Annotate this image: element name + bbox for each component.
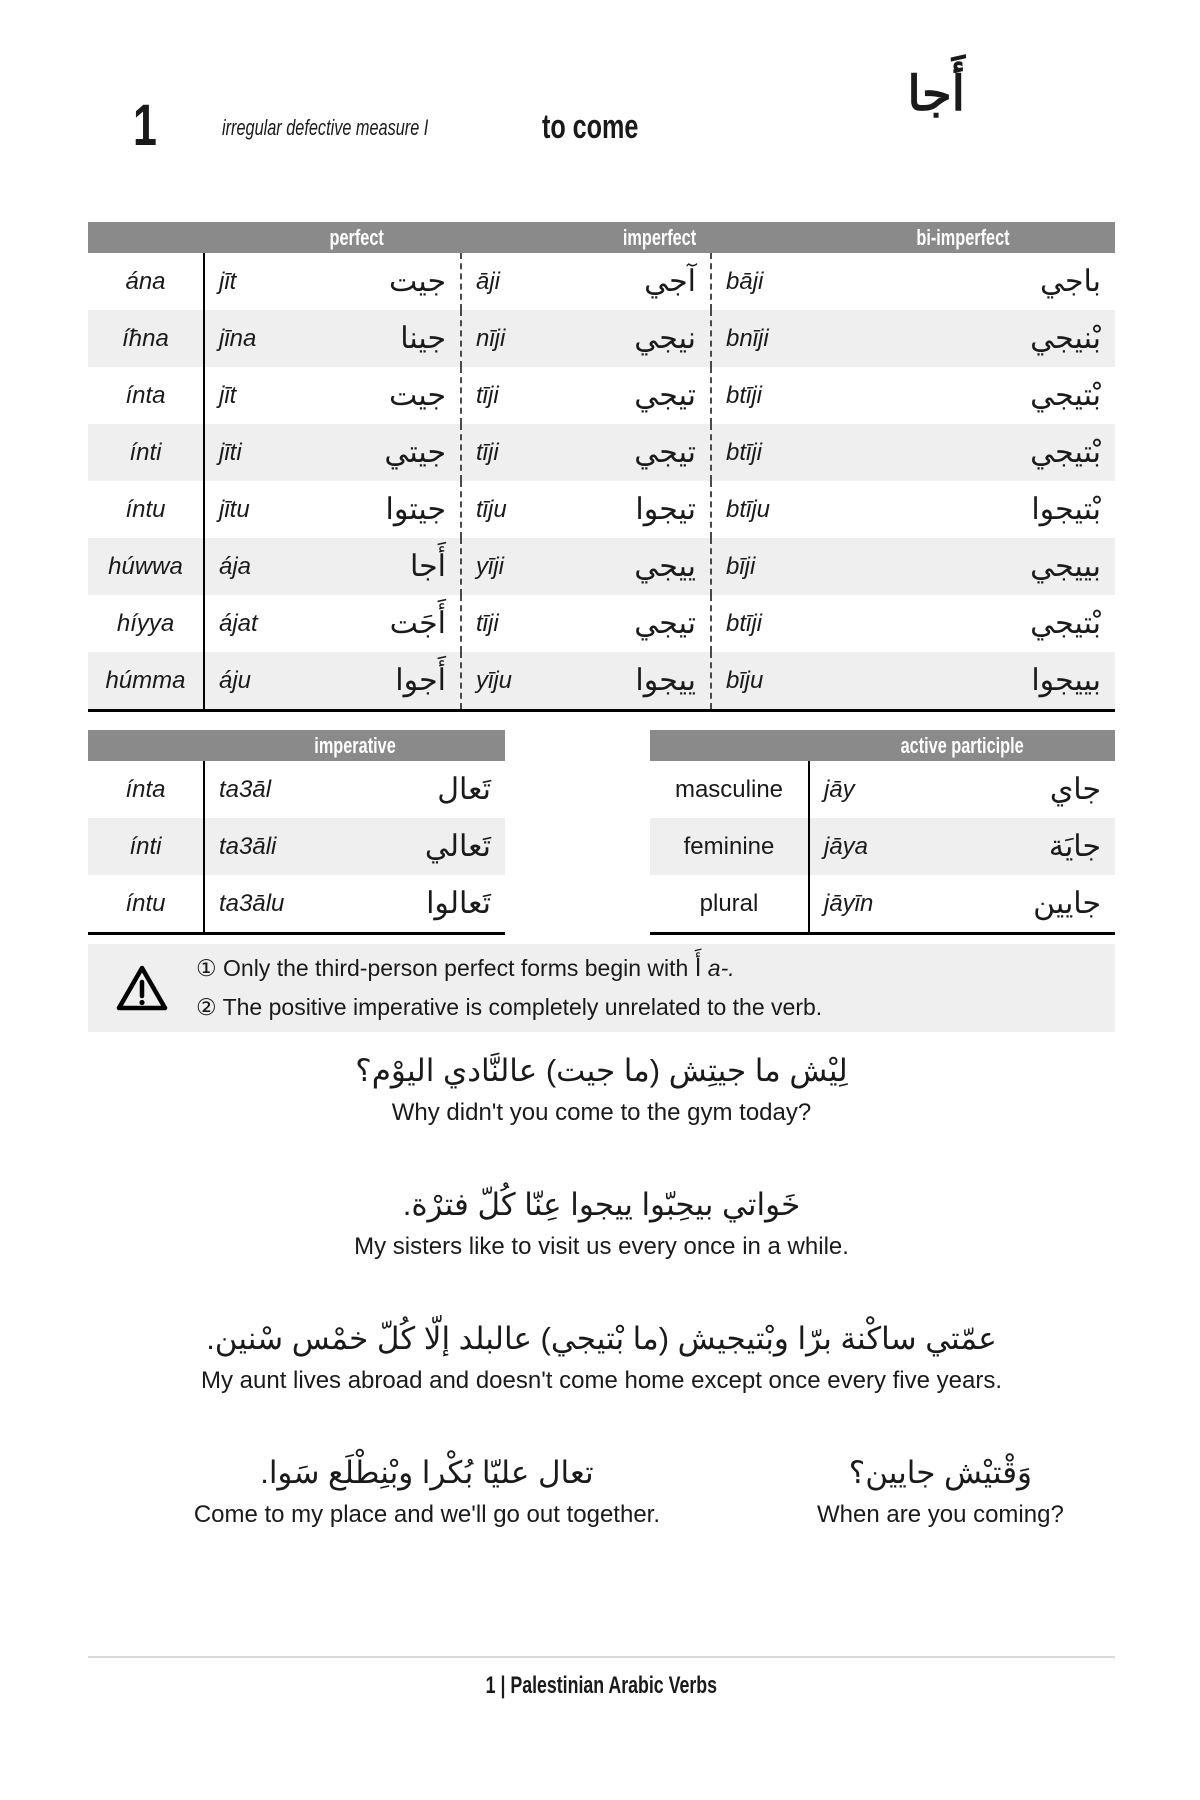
translit: bīju (726, 666, 764, 694)
example-arabic: خَواتي بيحِبّوا ييجوا عِنّا كُلّ فترْة. (402, 1187, 801, 1222)
imperative-table (88, 730, 505, 935)
example-pair-right (766, 1450, 1115, 1584)
table-row (88, 818, 505, 875)
conjugation-table (88, 222, 1115, 712)
translit: bīji (726, 552, 756, 580)
table-row (88, 595, 1115, 652)
perfect-cell (205, 253, 460, 310)
imperative-cell (205, 875, 505, 932)
pronoun-cell: ána (88, 253, 205, 310)
lesson-number-text: 1 (133, 93, 157, 158)
arabic: بْتيجوا (1031, 493, 1101, 526)
example-pair-row (88, 1450, 1115, 1584)
translit: jāya (824, 832, 869, 860)
arabic: تَعال (437, 773, 491, 806)
arabic: آجي (644, 265, 696, 298)
arabic: بْتيجي (1030, 379, 1101, 412)
active-participle-table-header (650, 730, 1115, 761)
arabic: تَعالوا (426, 887, 491, 920)
arabic: بييجوا (1031, 664, 1101, 697)
example-arabic: تعال عليّا بُكْرا وبْنِطْلَع سَوا. (260, 1455, 594, 1490)
examples-section (88, 1048, 1115, 1584)
translit: yīju (476, 666, 513, 694)
lesson-number (133, 92, 165, 159)
translit: tīju (476, 495, 507, 523)
arabic: جيت (388, 379, 446, 412)
column-header-imperfect: imperfect (623, 224, 697, 250)
pronoun-cell: íntu (88, 481, 205, 538)
translit: btīju (726, 495, 771, 523)
perfect-cell (205, 367, 460, 424)
bi-imperfect-cell (710, 310, 1115, 367)
arabic: جايين (1033, 887, 1101, 920)
arabic: تيجوا (635, 493, 696, 526)
arabic: تيجي (634, 436, 696, 469)
imperative-cell (205, 761, 505, 818)
arabic: بْنيجي (1030, 322, 1101, 355)
imperfect-cell (460, 481, 710, 538)
translit: jītu (219, 495, 250, 523)
arabic: تَعالي (424, 830, 491, 863)
imperfect-cell (460, 310, 710, 367)
participle-cell (810, 875, 1115, 932)
gender-label-cell: plural (650, 875, 810, 932)
example-english: Come to my place and we'll go out together. (193, 1501, 660, 1528)
arabic: ييجوا (635, 664, 696, 697)
pronoun-cell: ínti (88, 818, 205, 875)
imperfect-cell (460, 367, 710, 424)
participle-cell (810, 761, 1115, 818)
note-lines (196, 949, 1115, 1027)
arabic: بْتيجي (1030, 436, 1101, 469)
gender-label-cell: feminine (650, 818, 810, 875)
note-arabic: أَ (694, 955, 702, 982)
table-row (650, 875, 1115, 932)
participle-cell (810, 818, 1115, 875)
arabic: ييجي (634, 550, 696, 583)
column-header-bi-imperfect: bi-imperfect (916, 224, 1010, 250)
pronoun-cell: íntu (88, 875, 205, 932)
example-english: My sisters like to visit us every once in a while. (354, 1233, 849, 1260)
warning-icon (88, 964, 196, 1012)
bi-imperfect-cell (710, 595, 1115, 652)
gender-label-cell: masculine (650, 761, 810, 818)
arabic: أَجوا (395, 664, 446, 697)
example-english: Why didn't you come to the gym today? (391, 1099, 812, 1126)
bi-imperfect-cell (710, 481, 1115, 538)
table-row (88, 761, 505, 818)
translit: ta3ālu (219, 889, 285, 917)
perfect-cell (205, 595, 460, 652)
bi-imperfect-cell (710, 652, 1115, 709)
imperfect-cell (460, 424, 710, 481)
translit: áju (219, 666, 252, 694)
imperfect-cell (460, 538, 710, 595)
translit: āji (476, 267, 501, 295)
perfect-cell (205, 481, 460, 538)
table-row (650, 761, 1115, 818)
example-arabic: وَقْتيْش جايين؟ (848, 1455, 1033, 1490)
example-english: My aunt lives abroad and doesn't come home except once every five years. (200, 1367, 1002, 1394)
arabic: تيجي (634, 379, 696, 412)
perfect-cell (205, 310, 460, 367)
imperfect-cell (460, 253, 710, 310)
translit: btīji (726, 609, 763, 637)
example-arabic: لِيْش ما جيتِش (ما جيت) عالنَّادي اليوْم؟ (355, 1053, 848, 1088)
table-row (88, 875, 505, 932)
arabic: باجي (1039, 265, 1101, 298)
arabic: جينا (400, 322, 446, 355)
translit: ájat (219, 609, 258, 637)
table-row (88, 367, 1115, 424)
active-participle-table (650, 730, 1115, 935)
arabic: بييجي (1030, 550, 1101, 583)
translit: ája (219, 552, 252, 580)
translit: ta3āli (219, 832, 277, 860)
table-row (88, 310, 1115, 367)
translit: jāy (824, 775, 855, 803)
pronoun-cell: húwwa (88, 538, 205, 595)
table-row (88, 424, 1115, 481)
pronoun-cell: ínti (88, 424, 205, 481)
pronoun-cell: íħna (88, 310, 205, 367)
verb-measure-text: irregular defective measure I (222, 115, 429, 140)
translit: yīji (476, 552, 504, 580)
imperative-cell (205, 818, 505, 875)
arabic: بْتيجي (1030, 607, 1101, 640)
notes-box (88, 944, 1115, 1032)
arabic: جيتي (384, 436, 446, 469)
note-line: ① Only the third-person perfect forms begin with أَ a-. (196, 955, 735, 982)
table-row (88, 253, 1115, 310)
perfect-cell (205, 652, 460, 709)
translit: tīji (476, 609, 499, 637)
footer-text: 1 | Palestinian Arabic Verbs (485, 1672, 718, 1699)
bi-imperfect-cell (710, 424, 1115, 481)
imperfect-cell (460, 652, 710, 709)
translit: ta3āl (219, 775, 272, 803)
example-pair-left (88, 1450, 766, 1584)
translit: jāyīn (824, 889, 874, 917)
page-footer (88, 1656, 1115, 1700)
note-line: ② The positive imperative is completely unrelated to the verb. (196, 994, 823, 1020)
imperative-table-header (88, 730, 505, 761)
bi-imperfect-cell (710, 538, 1115, 595)
verb-translation-title (430, 108, 750, 147)
arabic: جايَة (1048, 830, 1101, 863)
arabic: جاي (1049, 773, 1101, 806)
verb-translation-text: to come (541, 108, 639, 146)
column-header-imperative: imperative (314, 732, 396, 758)
table-row (88, 652, 1115, 709)
table-row (88, 481, 1115, 538)
perfect-cell (205, 538, 460, 595)
translit: jīti (219, 438, 242, 466)
verb-arabic-headword: أَجا (907, 68, 965, 121)
example-english: When are you coming? (817, 1501, 1064, 1528)
column-header-active-participle: active participle (900, 732, 1025, 758)
arabic: تيجي (634, 607, 696, 640)
pronoun-cell: ínta (88, 367, 205, 424)
perfect-cell (205, 424, 460, 481)
table-row (88, 538, 1115, 595)
arabic: أَجَت (389, 607, 446, 640)
pronoun-cell: húmma (88, 652, 205, 709)
arabic: نيجي (634, 322, 696, 355)
column-header-perfect: perfect (329, 224, 384, 250)
arabic: جيت (388, 265, 446, 298)
translit: tīji (476, 381, 499, 409)
imperfect-cell (460, 595, 710, 652)
translit: jīt (219, 267, 237, 295)
translit: jīna (219, 324, 257, 352)
conjugation-table-header (88, 222, 1115, 253)
pronoun-cell: híyya (88, 595, 205, 652)
arabic: جيتوا (385, 493, 446, 526)
translit: nīji (476, 324, 506, 352)
bi-imperfect-cell (710, 253, 1115, 310)
translit: btīji (726, 381, 763, 409)
translit: bnīji (726, 324, 769, 352)
bi-imperfect-cell (710, 367, 1115, 424)
translit: bāji (726, 267, 764, 295)
pronoun-cell: ínta (88, 761, 205, 818)
translit: jīt (219, 381, 237, 409)
table-row (650, 818, 1115, 875)
translit: btīji (726, 438, 763, 466)
arabic: أَجا (409, 550, 446, 583)
example-arabic: عمّتي ساكْنة برّا وبْتيجيش (ما بْتيجي) عالبلد إلّا كُلّ خمْس سْنين. (206, 1321, 997, 1356)
translit: tīji (476, 438, 499, 466)
